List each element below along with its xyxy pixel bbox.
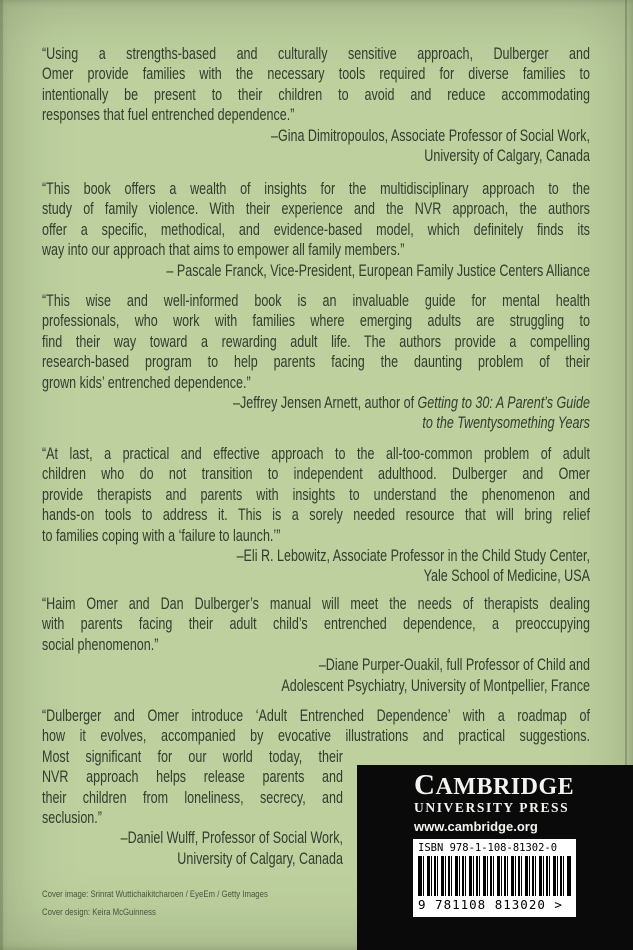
quote-line: “Dulberger and Omer introduce ‘Adult Entrenched Dependence’ with a roadmap of xyxy=(42,707,590,725)
isbn-box xyxy=(413,839,576,917)
endorsement-quote xyxy=(42,444,590,587)
cambridge-logo xyxy=(414,769,586,834)
quote-attribution xyxy=(42,655,590,696)
quote-text xyxy=(42,444,590,546)
quote-line: “This book offers a wealth of insights for the multidisciplinary approach to the xyxy=(42,180,590,198)
endorsement-quote xyxy=(42,594,590,696)
quote-line: study of family violence. With their experience and the NVR approach, the authors xyxy=(42,200,590,219)
publisher-name: CAMBRIDGE xyxy=(414,769,575,801)
barcode xyxy=(418,856,571,896)
attribution-book-title: Getting to 30: A Parent’s Guide xyxy=(417,394,590,413)
attribution-text: University of Calgary, Canada xyxy=(177,849,343,868)
quote-line: intentionally be present to their children to avoid and reduce accommodating xyxy=(42,85,590,104)
attribution-text: –Daniel Wulff, Professor of Social Work, xyxy=(120,829,343,848)
quote-attribution xyxy=(42,393,590,434)
quote-attribution xyxy=(42,546,590,587)
quote-line: “At last, a practical and effective approach to the all-too-common problem of adult xyxy=(42,445,590,463)
quote-line: provide therapists and parents with insights to understand the phenomenon and xyxy=(42,485,590,504)
cover-credits xyxy=(42,886,288,922)
quote-line: research-based program to help parents facing the daunting problem of their xyxy=(42,353,590,372)
attribution-line xyxy=(42,393,590,413)
quote-line: “Using a strengths-based and culturally sensitive approach, Dulberger and xyxy=(42,45,590,63)
publisher-url: www.cambridge.org xyxy=(414,819,538,834)
quote-attribution xyxy=(42,126,590,167)
quote-line: how it evolves, accompanied by evocative illustrations and practical suggestions. xyxy=(42,727,590,746)
attribution-text: –Diane Purper-Ouakil, full Professor of Child and xyxy=(318,656,590,675)
quote-line: way into our approach that aims to empower all family members.” xyxy=(42,241,405,260)
quote-line: hands-on tools to address it. This is a sorely needed resource that will bring relief xyxy=(42,506,590,525)
quote-text xyxy=(42,179,590,261)
attribution-line xyxy=(42,828,343,848)
attribution-line xyxy=(42,676,590,696)
quote-line: with parents facing their adult child’s entrenched dependence, a preoccupying xyxy=(42,615,590,634)
attribution-text: –Gina Dimitropoulos, Associate Professor of Social Work, xyxy=(270,126,590,145)
quote-line: children who do not transition to independent adulthood. Dulberger and Omer xyxy=(42,465,590,484)
quote-line: their children from loneliness, secrecy, and xyxy=(42,788,343,807)
endorsement-quote xyxy=(42,291,590,434)
quote-line: social phenomenon.” xyxy=(42,635,159,654)
endorsement-quote xyxy=(42,179,590,281)
attribution-text: –Eli R. Lebowitz, Associate Professor in the Child Study Center, xyxy=(236,547,590,566)
isbn-text: ISBN 978-1-108-81302-0 xyxy=(418,842,558,854)
quote-text xyxy=(42,291,590,393)
cover-image-credit: Cover image: Srinrat Wuttichaikitcharoen / EyeEm / Getty Images xyxy=(42,889,268,900)
attribution-text: – Pascale Franck, Vice-President, European Family Justice Centers Alliance xyxy=(166,261,590,280)
attribution-line xyxy=(42,849,343,869)
barcode-digits: 9 781108 813020 > xyxy=(418,897,563,912)
quote-text xyxy=(42,594,590,655)
attribution-line xyxy=(42,655,590,675)
quote-line: “This wise and well-informed book is an invaluable guide for mental health xyxy=(42,292,590,310)
quote-line: offer a specific, methodical, and evidence-based model, which definitely finds its xyxy=(42,220,590,239)
attribution-line xyxy=(42,413,590,433)
quote-line: professionals, who work with families where emerging adults are struggling to xyxy=(42,312,590,331)
attribution-line xyxy=(42,126,590,146)
attribution-line xyxy=(42,261,590,281)
publisher-panel xyxy=(357,765,633,950)
quote-attribution xyxy=(42,828,343,869)
quote-text xyxy=(42,706,590,747)
quote-line: to families coping with a ‘failure to launch.’” xyxy=(42,526,281,545)
attribution-book-title: to the Twentysomething Years xyxy=(422,414,590,433)
quote-attribution xyxy=(42,261,590,281)
attribution-text: University of Calgary, Canada xyxy=(424,147,590,166)
quote-text-narrow xyxy=(42,747,343,829)
quote-line: Omer provide families with the necessary tools required for diverse families to xyxy=(42,65,590,84)
quote-line: responses that fuel entrenched dependence.” xyxy=(42,106,295,125)
publisher-subtitle: UNIVERSITY PRESS xyxy=(414,800,570,815)
quote-line: Most significant for our world today, their xyxy=(42,747,343,766)
attribution-text: Yale School of Medicine, USA xyxy=(423,567,590,586)
quote-line: grown kids’ entrenched dependence.” xyxy=(42,373,251,392)
quote-line: “Haim Omer and Dan Dulberger’s manual will meet the needs of therapists dealing xyxy=(42,595,590,613)
attribution-line xyxy=(42,146,590,166)
attribution-line xyxy=(42,566,590,586)
attribution-text: Adolescent Psychiatry, University of Montpellier, France xyxy=(281,676,590,695)
cover-design-credit: Cover design: Keira McGuinness xyxy=(42,907,156,918)
quote-line: find their way toward a rewarding adult life. The authors provide a compelling xyxy=(42,332,590,351)
attribution-line xyxy=(42,546,590,566)
attribution-text: –Jeffrey Jensen Arnett, author of xyxy=(233,394,418,413)
quote-text xyxy=(42,44,590,126)
quote-line: NVR approach helps release parents and xyxy=(42,768,343,787)
quote-line: seclusion.” xyxy=(42,809,102,828)
endorsement-quote xyxy=(42,44,590,166)
